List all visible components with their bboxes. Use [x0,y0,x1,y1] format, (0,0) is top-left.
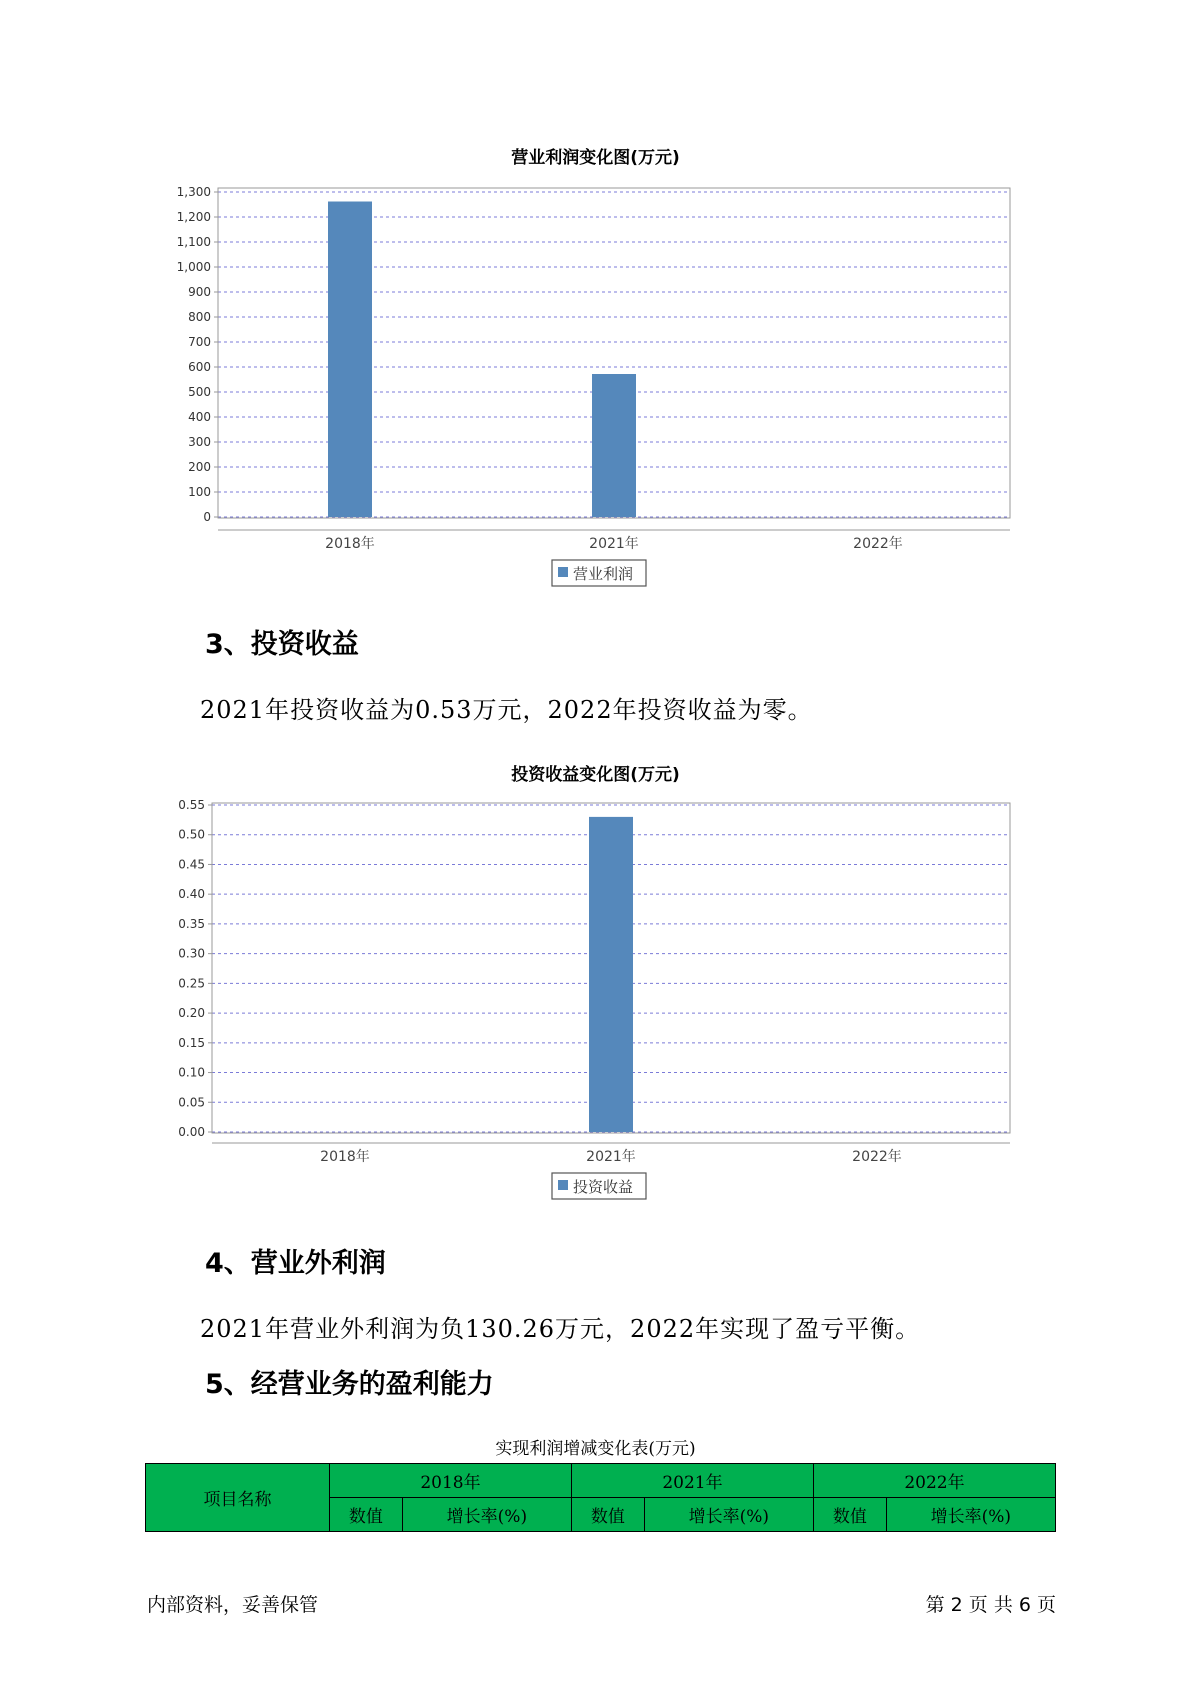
chart2-ytick-label: 0.15 [178,1035,205,1050]
chart2-legend [552,1173,646,1199]
section4-text: 2021年营业外利润为负130.26万元，2022年实现了盈亏平衡。 [200,1315,921,1343]
chart1-bar-2021年 [592,374,636,517]
chart1-ytick-label: 1,000 [176,260,211,274]
header-growth-2018: 增长率(%) [402,1498,571,1532]
header-growth-2022: 增长率(%) [886,1498,1055,1532]
chart1-ytick-label: 1,300 [176,185,211,199]
chart2-ytick-label: 0.20 [178,1006,205,1021]
chart1-ytick-label: 600 [188,360,211,374]
header-growth-2021: 增长率(%) [644,1498,813,1532]
chart1-ytick-label: 100 [188,485,211,499]
header-year-2021: 2021年 [571,1464,813,1498]
chart1-legend-swatch [558,567,568,577]
chart1-ytick-label: 0 [203,510,211,524]
chart2-ytick-label: 0.55 [178,798,205,812]
section4-heading: 4、营业外利润 [205,1248,386,1279]
section5-heading: 5、经营业务的盈利能力 [205,1369,494,1400]
chart2-title: 投资收益变化图(万元) [511,765,680,785]
header-value-2018: 数值 [330,1498,403,1532]
chart2-legend-label: 投资收益 [573,1178,634,1196]
chart2-ytick-label: 0.40 [178,887,205,902]
chart1-ytick-label: 1,100 [176,235,211,249]
header-value-2022: 数值 [813,1498,886,1532]
chart1-xtick-label: 2018年 [325,536,375,552]
chart1-ytick-label: 500 [188,385,211,399]
chart1-ytick-label: 800 [188,310,211,324]
section3-text: 2021年投资收益为0.53万元，2022年投资收益为零。 [200,696,813,724]
chart1-bar-2018年 [328,202,372,518]
chart1-ytick-label: 900 [188,285,211,299]
chart1-ytick-label: 1,200 [176,210,211,224]
chart2-svg [0,787,1191,1217]
chart1-ytick-label: 400 [188,410,211,424]
header-value-2021: 数值 [571,1498,644,1532]
chart2-xtick-label: 2021年 [586,1149,636,1165]
chart2-ytick-label: 0.05 [178,1095,205,1110]
footer-page-number: 第 2 页 共 6 页 [925,1594,1056,1616]
chart1-xtick-label: 2022年 [853,536,903,552]
chart2-ytick-label: 0.10 [178,1065,205,1080]
chart2-xtick-label: 2022年 [852,1149,902,1165]
chart2-ytick-label: 0.25 [178,976,205,991]
chart1-ytick-label: 300 [188,435,211,449]
table-header-row-1 [146,1464,1056,1498]
header-year-2022: 2022年 [813,1464,1055,1498]
header-item-name: 项目名称 [146,1464,330,1532]
section3-heading: 3、投资收益 [205,629,359,660]
chart1-xtick-label: 2021年 [589,536,639,552]
profit-change-table [145,1463,1056,1532]
chart2-ytick-label: 0.50 [178,827,205,842]
chart1-legend-label: 营业利润 [573,565,634,583]
table-caption: 实现利润增减变化表(万元) [495,1439,696,1459]
chart1-title: 营业利润变化图(万元) [511,148,680,168]
chart2-ytick-label: 0.30 [178,946,205,961]
chart2-ytick-label: 0.35 [178,916,205,931]
chart2-ytick-label: 0.45 [178,857,205,872]
chart1-ytick-label: 700 [188,335,211,349]
chart2-xtick-label: 2018年 [320,1149,370,1165]
header-year-2018: 2018年 [330,1464,572,1498]
chart1-svg [0,170,1191,600]
chart2-ytick-label: 0.00 [178,1125,205,1139]
chart2-bar-2021年 [589,817,633,1132]
chart1-ytick-label: 200 [188,460,211,474]
footer-confidential: 内部资料，妥善保管 [147,1594,319,1616]
chart1-legend [552,560,646,586]
chart2-legend-swatch [558,1180,568,1190]
